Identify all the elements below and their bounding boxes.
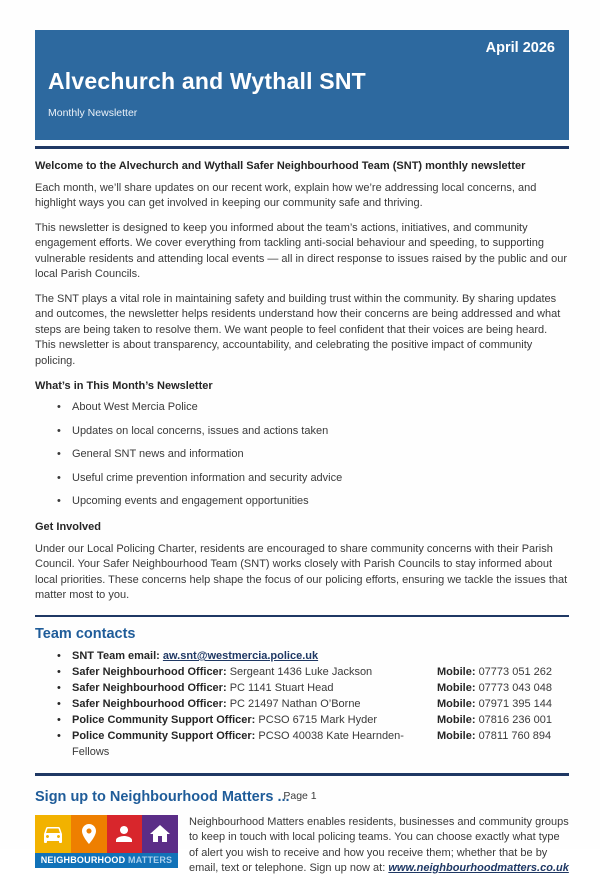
contact-name: PCSO 6715 Mark Hyder xyxy=(258,714,378,726)
page-subtitle: Monthly Newsletter xyxy=(48,107,138,119)
contact-label: SNT Team email: xyxy=(72,650,160,662)
mobile-number: 07816 236 001 xyxy=(478,714,552,726)
contact-role: Safer Neighbourhood Officer: xyxy=(72,698,227,710)
contact-row-email xyxy=(35,648,569,664)
contact-row xyxy=(35,680,569,696)
intro-paragraph-2: This newsletter is designed to keep you informed about the team’s actions, initiatives, and community engagement efforts. We cover everything from tackling anti-social behaviour and speeding, to supporting vulnerable residents and attending local events — all in direct response to issues raised by the public and our local Parish Councils. xyxy=(35,221,567,280)
contact-name: PCSO 40038 Kate Hearnden-Fellows xyxy=(72,730,404,758)
get-involved-paragraph: Under our Local Policing Charter, residents are encouraged to share community concerns with their Parish Council. Your Safer Neighbourhood Team (SNT) works closely with Parish Councils to stay informed about local priorities. These concerns help shape the focus of our policing efforts, ensuring we tackle the issues that matter most to you. xyxy=(35,542,568,601)
divider xyxy=(35,615,569,618)
contact-role: Police Community Support Officer: xyxy=(72,714,256,726)
whats-in-heading: What’s in This Month’s Newsletter xyxy=(35,380,213,392)
contact-name: Sergeant 1436 Luke Jackson xyxy=(229,666,373,678)
contact-row xyxy=(35,712,569,728)
person-icon xyxy=(107,815,143,853)
mobile-label: Mobile: xyxy=(437,730,476,742)
list-item: • General SNT news and information xyxy=(35,447,569,463)
welcome-heading: Welcome to the Alvechurch and Wythall Safer Neighbourhood Team (SNT) monthly newsletter xyxy=(35,159,526,172)
snt-email-link[interactable]: aw.snt@westmercia.police.uk xyxy=(162,650,319,662)
contact-name: PC 21497 Nathan O’Borne xyxy=(229,698,361,710)
intro-paragraph-3: The SNT plays a vital role in maintaining safety and building trust within the community. By sharing updates and outcomes, the newsletter helps residents understand how their concerns are being addressed and what steps are being taken to resolve them. We want people to feel confident that their voices are being heard. This newsletter is about transparency, accountability, and celebrating the positive impact of community policing. xyxy=(35,292,561,367)
contact-role: Safer Neighbourhood Officer: xyxy=(72,682,227,694)
get-involved-heading: Get Involved xyxy=(35,520,102,533)
location-pin-icon xyxy=(71,815,107,853)
mobile-number: 07971 395 144 xyxy=(478,698,552,710)
whats-in-list xyxy=(35,400,569,510)
house-icon xyxy=(142,815,178,853)
page-title: Alvechurch and Wythall SNT xyxy=(48,68,366,94)
mobile-number: 07773 043 048 xyxy=(478,682,552,694)
team-contacts-list xyxy=(35,648,569,760)
intro-paragraph-1: Each month, we’ll share updates on our recent work, explain how we’re addressing local concerns, and highlight ways you can get involved in keeping our community safe and thriving. xyxy=(35,181,537,209)
car-icon xyxy=(35,815,71,853)
signup-section xyxy=(35,815,569,877)
contact-role: Safer Neighbourhood Officer: xyxy=(72,666,227,678)
contact-row xyxy=(35,728,569,760)
issue-date: April 2026 xyxy=(485,40,555,56)
contact-name: PC 1141 Stuart Head xyxy=(229,682,334,694)
signup-body-text: Neighbourhood Matters enables residents, businesses and community groups to keep in touch with local policing teams. You can choose exactly what type of alert you wish to receive and how you receive them; whether that be by email, text or telephone. Sign up now at: xyxy=(189,815,569,874)
contact-role: Police Community Support Officer: xyxy=(72,730,256,742)
mobile-label: Mobile: xyxy=(437,666,476,678)
page-number: Page 1 xyxy=(283,790,317,802)
signup-paragraph xyxy=(189,815,569,877)
logo-wordmark xyxy=(35,853,178,869)
neighbourhood-matters-link[interactable]: www.neighbourhoodmatters.co.uk xyxy=(388,862,569,874)
list-item: • Upcoming events and engagement opportunities xyxy=(35,494,569,510)
contact-row xyxy=(35,696,569,712)
divider xyxy=(35,146,569,149)
logo-word-neighbourhood: NEIGHBOURHOOD xyxy=(40,855,126,865)
mobile-number: 07773 051 262 xyxy=(478,666,552,678)
divider xyxy=(35,773,569,776)
mobile-label: Mobile: xyxy=(437,698,476,710)
contact-row xyxy=(35,664,569,680)
mobile-number: 07811 760 894 xyxy=(478,730,552,742)
masthead xyxy=(35,30,569,140)
mobile-label: Mobile: xyxy=(437,714,476,726)
list-item: • Updates on local concerns, issues and actions taken xyxy=(35,424,569,440)
team-contacts-heading: Team contacts xyxy=(35,626,136,642)
mobile-label: Mobile: xyxy=(437,682,476,694)
list-item: • About West Mercia Police xyxy=(35,400,569,416)
list-item: • Useful crime prevention information and security advice xyxy=(35,471,569,487)
logo-word-matters: MATTERS xyxy=(125,855,173,865)
neighbourhood-matters-logo xyxy=(35,815,178,877)
signup-heading: Sign up to Neighbourhood Matters ... xyxy=(35,788,290,805)
